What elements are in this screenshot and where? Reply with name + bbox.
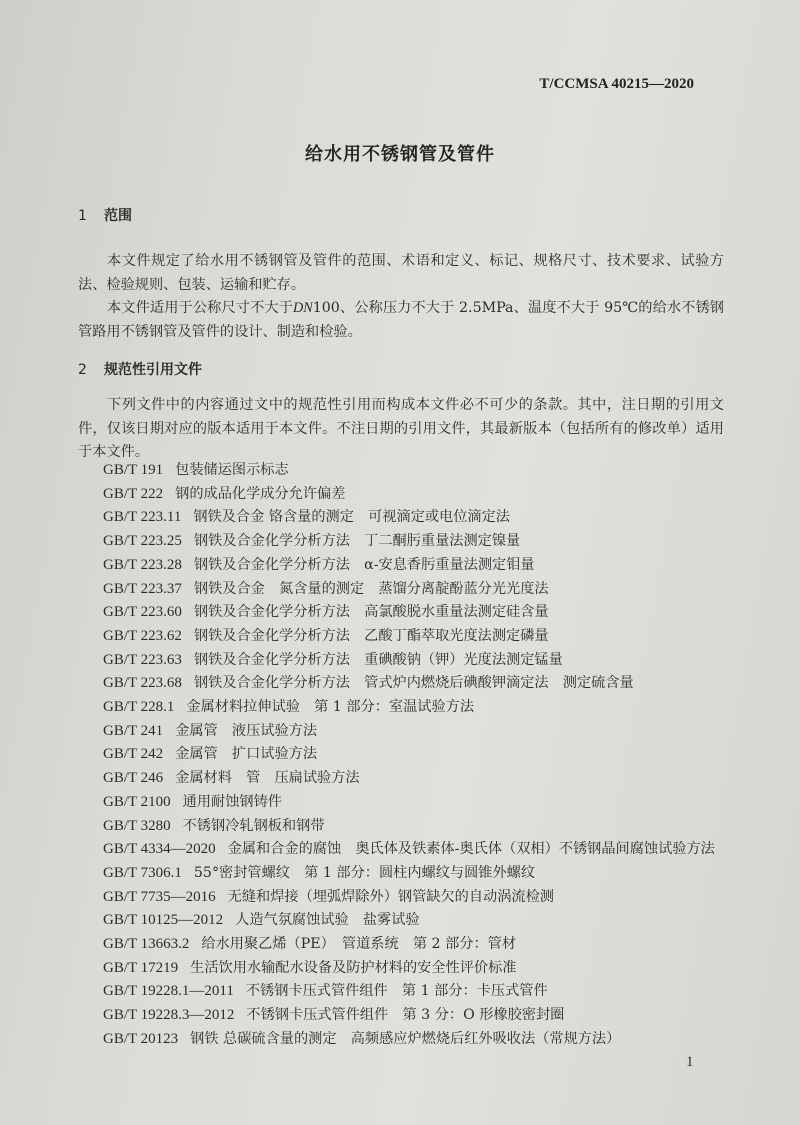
reference-item xyxy=(78,578,724,602)
reference-code: GB/T 19228.1—2011 xyxy=(103,983,234,1000)
reference-title: 不锈钢卡压式管件组件 第 3 分：O 形橡胶密封圈 xyxy=(246,1007,565,1024)
reference-code: GB/T 17219 xyxy=(103,959,179,976)
reference-title: 不锈钢冷轧钢板和钢带 xyxy=(182,817,325,834)
reference-code: GB/T 222 xyxy=(103,485,164,502)
reference-item xyxy=(78,720,724,744)
reference-title: 钢铁及合金 氮含量的测定 蒸馏分离靛酚蓝分光光度法 xyxy=(193,580,549,597)
reference-code: GB/T 20123 xyxy=(103,1030,179,1047)
reference-code: GB/T 223.68 xyxy=(103,675,182,692)
reference-title: 包装储运图示标志 xyxy=(175,462,289,478)
section-heading-scope xyxy=(78,205,132,225)
reference-title: 金属材料拉伸试验 第 1 部分：室温试验方法 xyxy=(186,699,475,716)
reference-code: GB/T 223.60 xyxy=(103,604,182,621)
reference-title: 无缝和焊接（埋弧焊除外）钢管缺欠的自动涡流检测 xyxy=(227,888,554,905)
reference-code: GB/T 7306.1 xyxy=(103,864,182,881)
reference-item xyxy=(78,767,724,791)
reference-item xyxy=(78,791,724,815)
reference-title: 人造气氛腐蚀试验 盐雾试验 xyxy=(235,912,420,929)
reference-code: GB/T 223.62 xyxy=(103,627,182,644)
text: 本文件适用于公称尺寸不大于 xyxy=(107,300,294,316)
reference-title: 钢铁及合金化学分析方法 丁二酮肟重量法测定镍量 xyxy=(193,533,521,550)
reference-code: GB/T 242 xyxy=(103,746,164,763)
text: 100、公称压力不大于 2.5MPa、温度不大于 95℃的给水不锈钢管路用不锈钢管及管件的设计、制造和检验。 xyxy=(78,300,724,340)
reference-code: GB/T 19228.3—2012 xyxy=(103,1007,235,1024)
reference-code: GB/T 223.37 xyxy=(103,580,182,597)
reference-item xyxy=(78,957,724,981)
reference-title: 钢铁 总碳硫含量的测定 高频感应炉燃烧后红外吸收法（常规方法） xyxy=(190,1030,621,1047)
reference-title: 钢铁及合金 铬含量的测定 可视滴定或电位滴定法 xyxy=(193,509,510,526)
section-heading-normative-references xyxy=(78,359,202,379)
reference-code: GB/T 228.1 xyxy=(103,699,175,716)
reference-code: GB/T 7735—2016 xyxy=(103,888,216,905)
reference-code: GB/T 4334—2020 xyxy=(103,841,216,858)
section-title: 范围 xyxy=(104,208,132,224)
reference-item xyxy=(78,909,724,933)
reference-item xyxy=(78,862,724,886)
section-number: 1 xyxy=(78,208,87,224)
reference-item xyxy=(78,1004,724,1028)
reference-item xyxy=(78,696,724,720)
reference-title: 55°密封管螺纹 第 1 部分：圆柱内螺纹与圆锥外螺纹 xyxy=(193,864,536,881)
reference-code: GB/T 223.28 xyxy=(103,556,182,573)
reference-code: GB/T 246 xyxy=(103,770,164,787)
reference-item xyxy=(78,1028,724,1052)
reference-code: GB/T 2100 xyxy=(103,793,171,810)
dn-symbol: DN xyxy=(293,300,313,316)
reference-code: GB/T 10125—2012 xyxy=(103,912,224,929)
reference-item xyxy=(78,980,724,1004)
document-code: T/CCMSA 40215—2020 xyxy=(539,76,694,92)
reference-item xyxy=(78,625,724,649)
reference-title: 金属和合金的腐蚀 奥氏体及铁素体-奥氏体（双相）不锈钢晶间腐蚀试验方法 xyxy=(227,841,715,858)
reference-item xyxy=(78,672,724,696)
reference-title: 生活饮用水输配水设备及防护材料的安全性评价标准 xyxy=(190,959,517,976)
reference-title: 金属材料 管 压扁试验方法 xyxy=(175,770,360,787)
reference-item xyxy=(78,649,724,673)
reference-item xyxy=(78,554,724,578)
reference-code: GB/T 191 xyxy=(103,462,164,478)
reference-item xyxy=(78,886,724,910)
reference-code: GB/T 223.63 xyxy=(103,651,182,668)
section-number: 2 xyxy=(78,362,87,378)
reference-code: GB/T 3280 xyxy=(103,817,171,834)
reference-item xyxy=(78,530,724,554)
reference-title: 金属管 扩口试验方法 xyxy=(175,746,318,763)
reference-title: 给水用聚乙烯（PE） 管道系统 第 2 部分：管材 xyxy=(201,936,517,953)
reference-item xyxy=(78,506,724,530)
reference-list xyxy=(78,459,724,1052)
reference-title: 钢铁及合金化学分析方法 高氯酸脱水重量法测定硅含量 xyxy=(193,604,549,621)
reference-item xyxy=(78,459,724,483)
reference-title: 不锈钢卡压式管件组件 第 1 部分：卡压式管件 xyxy=(245,983,548,1000)
reference-title: 钢铁及合金化学分析方法 管式炉内燃烧后碘酸钾滴定法 测定硫含量 xyxy=(193,675,634,692)
reference-code: GB/T 223.25 xyxy=(103,533,182,550)
references-intro: 下列文件中的内容通过文中的规范性引用而构成本文件必不可少的条款。其中，注日期的引用文件，仅该日期对应的版本适用于本文件。不注日期的引用文件，其最新版本（包括所有的修改单）适用于本文件。 xyxy=(78,397,724,460)
reference-title: 金属管 液压试验方法 xyxy=(175,722,318,739)
reference-item xyxy=(78,483,724,507)
reference-item xyxy=(78,815,724,839)
reference-title: 钢的成品化学成分允许偏差 xyxy=(175,485,346,502)
reference-title: 钢铁及合金化学分析方法 α-安息香肟重量法测定钼量 xyxy=(193,556,535,573)
page-number: 1 xyxy=(686,1054,694,1070)
reference-title: 钢铁及合金化学分析方法 乙酸丁酯萃取光度法测定磷量 xyxy=(193,627,549,644)
scope-paragraph-1: 本文件规定了给水用不锈钢管及管件的范围、术语和定义、标记、规格尺寸、技术要求、试验方法、检验规则、包装、运输和贮存。 xyxy=(78,253,724,293)
reference-title: 钢铁及合金化学分析方法 重碘酸钠（钾）光度法测定锰量 xyxy=(193,651,563,668)
reference-item xyxy=(78,838,724,862)
reference-item xyxy=(78,601,724,625)
reference-code: GB/T 13663.2 xyxy=(103,936,190,953)
section-title: 规范性引用文件 xyxy=(104,362,202,378)
reference-item xyxy=(78,743,724,767)
reference-title: 通用耐蚀钢铸件 xyxy=(182,793,282,810)
reference-item xyxy=(78,933,724,957)
reference-code: GB/T 223.11 xyxy=(103,509,182,526)
scope-paragraph-2 xyxy=(78,297,724,344)
document-title: 给水用不锈钢管及管件 xyxy=(305,144,495,165)
reference-code: GB/T 241 xyxy=(103,722,164,739)
